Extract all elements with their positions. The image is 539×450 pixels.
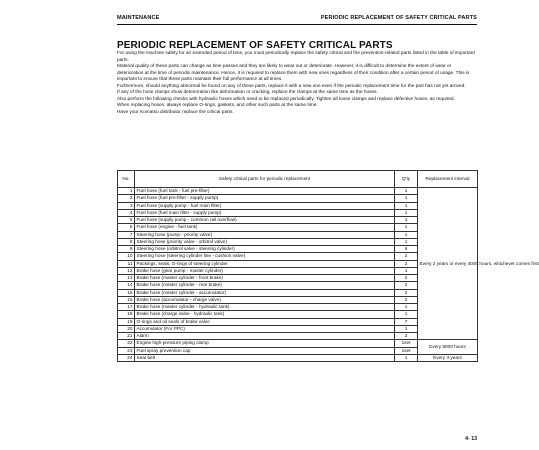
- header-no: No.: [118, 171, 135, 188]
- row-part-name: Brake hose (master cylinder - rear brake): [135, 282, 395, 289]
- row-part-name: Steering hose (steering cylinder line - cushion valve): [135, 253, 395, 260]
- row-quantity: 1: [395, 238, 418, 245]
- row-part-name: Fuel hose (supply pump - fuel main filter): [135, 202, 395, 209]
- row-part-name: Engine high-pressure piping clamp: [135, 340, 395, 347]
- row-quantity: 1: [395, 188, 418, 195]
- row-part-name: Fuel hose (fuel pre-filter - supply pump): [135, 195, 395, 202]
- row-number: 12: [118, 267, 135, 274]
- row-quantity: 1: [395, 202, 418, 209]
- row-number: 11: [118, 260, 135, 267]
- parts-table: [117, 170, 539, 362]
- row-quantity: 2: [395, 333, 418, 340]
- row-quantity: 1: [395, 231, 418, 238]
- header-qty: Q'ty: [395, 171, 418, 188]
- row-number: 5: [118, 217, 135, 224]
- row-number: 16: [118, 296, 135, 303]
- intro-paragraph: Also perform the following checks with hydraulic hoses which need to be replaced periodically. Tighten all loose clamps and replace defective hoses, as required.: [117, 96, 455, 102]
- intro-paragraph: Have your Komatsu distributor replace the critical parts.: [117, 109, 234, 115]
- header-section: MAINTENANCE: [117, 15, 160, 21]
- row-number: 9: [118, 246, 135, 253]
- row-number: 23: [118, 347, 135, 354]
- intro-paragraph: Furthermore, should anything abnormal be found on any of these parts, replace it with a new one even if the periodic replacement time for the part has not yet arrived.: [117, 83, 466, 89]
- intro-paragraph: Material quality of these parts can change as time passes and they are likely to wear out or deteriorate. However, it is difficult to determine the extent of wear or deterioration at the time of periodic maintenance. Hence, it is required to replace them with new ones regardless of their condition after a certain period of usage. This is important to ensure that these parts maintain their full performance at all times.: [117, 64, 470, 82]
- row-number: 22: [118, 340, 135, 347]
- row-quantity: 1: [395, 304, 418, 311]
- table-row: [118, 354, 478, 361]
- row-number: 21: [118, 333, 135, 340]
- intro-paragraph: For using the machine safely for an extended period of time, you must periodically replace the safety critical and fire prevention-related parts listed in the table of important parts.: [117, 51, 475, 63]
- header-part: Safety critical parts for periodic replacement: [135, 171, 395, 188]
- row-part-name: Seat belt: [135, 354, 395, 361]
- row-part-name: Brake hose (charge valve - hydraulic tank): [135, 311, 395, 318]
- row-number: 17: [118, 304, 135, 311]
- parts-table-body: [118, 188, 539, 362]
- row-part-name: Steering hose (orbitrol valve - steering cylinder): [135, 246, 395, 253]
- row-number: 20: [118, 325, 135, 332]
- page-number: 4- 13: [465, 436, 477, 442]
- row-quantity: 2: [395, 296, 418, 303]
- row-part-name: Brake hose (master cylinder - hydraulic tank): [135, 304, 395, 311]
- table-header-row: [118, 171, 478, 188]
- intro-paragraph: When replacing hoses, always replace O-rings, gaskets, and other such parts at the same time.: [117, 103, 318, 108]
- row-number: 2: [118, 195, 135, 202]
- row-quantity: 1: [395, 267, 418, 274]
- row-number: 14: [118, 282, 135, 289]
- row-quantity: 1: [395, 311, 418, 318]
- row-number: 18: [118, 311, 135, 318]
- header-topic: PERIODIC REPLACEMENT OF SAFETY CRITICAL PARTS: [320, 15, 477, 21]
- row-quantity: 2: [395, 260, 418, 267]
- row-part-name: Fuel hose (fuel main filter - supply pump): [135, 209, 395, 216]
- row-quantity: 1: [395, 224, 418, 231]
- row-part-name: Fuel hose (engine - fuel tank): [135, 224, 395, 231]
- row-number: 4: [118, 209, 135, 216]
- row-quantity: 6: [395, 246, 418, 253]
- row-part-name: Packings, seals, O-rings of steering cylinder: [135, 260, 395, 267]
- row-quantity: 7: [395, 318, 418, 325]
- row-number: 15: [118, 289, 135, 296]
- row-quantity: 1: [395, 217, 418, 224]
- replacement-interval: Every 3 years: [418, 354, 478, 361]
- header-rule: [117, 24, 477, 25]
- replacement-interval: Every 8000 hours: [418, 340, 478, 355]
- replacement-interval: Every 2 years or every 4000 hours, whichever comes first: [418, 188, 478, 340]
- row-quantity: 1set: [395, 340, 418, 347]
- row-number: 13: [118, 275, 135, 282]
- row-part-name: Fuel hose (supply pump - common rail overflow): [135, 217, 395, 224]
- row-part-name: Steering hose (pump - priority valve): [135, 231, 395, 238]
- intro-paragraph: If any of the hose clamps show deterioration like deformation or cracking, replace the clamps at the same time as the hoses.: [117, 90, 378, 95]
- row-quantity: 1: [395, 209, 418, 216]
- page-header: [117, 14, 477, 24]
- table-row: [118, 340, 478, 347]
- intro-text: [117, 51, 477, 116]
- row-part-name: Brake hose (master cylinder - front brake): [135, 275, 395, 282]
- row-part-name: Alarm: [135, 333, 395, 340]
- row-number: 24: [118, 354, 135, 361]
- row-number: 8: [118, 238, 135, 245]
- row-number: 10: [118, 253, 135, 260]
- row-number: 6: [118, 224, 135, 231]
- row-part-name: Steering hose (priority valve - orbitrol valve): [135, 238, 395, 245]
- row-part-name: O-rings and oil seals of brake valve: [135, 318, 395, 325]
- row-part-name: Fuel hose (fuel tank - fuel pre-filter): [135, 188, 395, 195]
- row-quantity: 2: [395, 282, 418, 289]
- row-part-name: Fuel spray prevention cap: [135, 347, 395, 354]
- row-number: 1: [118, 188, 135, 195]
- row-quantity: 2: [395, 289, 418, 296]
- row-quantity: 2: [395, 253, 418, 260]
- row-quantity: 2: [395, 275, 418, 282]
- table-row: [118, 188, 478, 195]
- document-title: PERIODIC REPLACEMENT OF SAFETY CRITICAL PARTS: [117, 40, 393, 51]
- row-number: 3: [118, 202, 135, 209]
- row-quantity: 1: [395, 325, 418, 332]
- row-number: 7: [118, 231, 135, 238]
- row-part-name: Brake hose (accumulator - charge valve): [135, 296, 395, 303]
- row-number: 19: [118, 318, 135, 325]
- row-quantity: 1: [395, 354, 418, 361]
- row-quantity: 1set: [395, 347, 418, 354]
- header-interval: Replacement interval: [418, 171, 478, 188]
- row-quantity: 1: [395, 195, 418, 202]
- row-part-name: Brake hose (master cylinder - accumulator): [135, 289, 395, 296]
- row-part-name: Accumulator (For PPC): [135, 325, 395, 332]
- row-part-name: Brake hose (gear pump - master cylinder): [135, 267, 395, 274]
